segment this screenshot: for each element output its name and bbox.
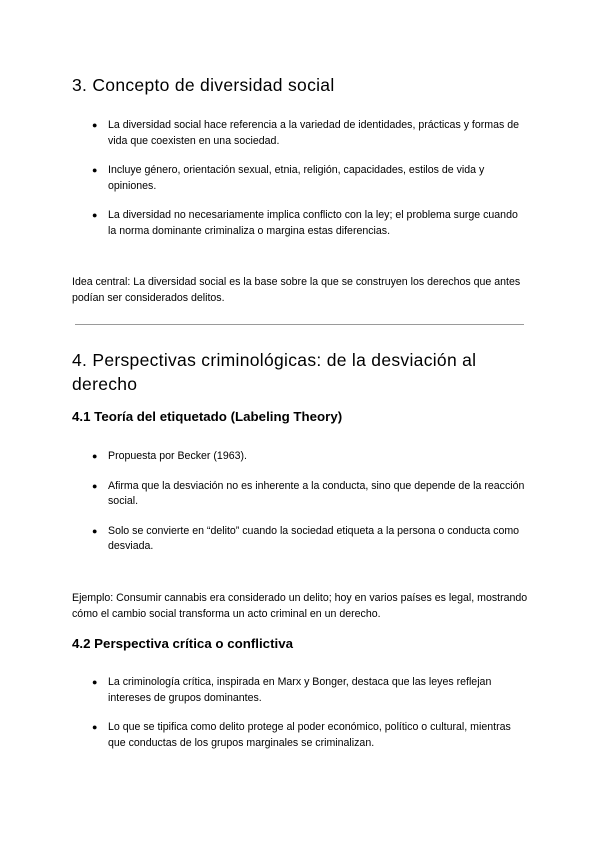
central-idea-paragraph: Idea central: La diversidad social es la base sobre la que se construyen los derechos que antes podían ser considerados delitos. <box>72 276 521 304</box>
horizontal-divider <box>75 324 524 325</box>
bullet-icon: ● <box>92 722 98 732</box>
list-item-text: Solo se convierte en “delito” cuando la sociedad etiqueta a la persona o conducta como desviada. <box>108 524 520 552</box>
list-item-text: Afirma que la desviación no es inherente a la conducta, sino que depende de la reacción social. <box>108 479 525 507</box>
example-paragraph: Ejemplo: Consumir cannabis era considerado un delito; hoy en varios países es legal, mostrando cómo el cambio social transforma un acto criminal en un derecho. <box>72 592 528 620</box>
bullet-icon: ● <box>92 165 98 175</box>
subsection-4-2-heading: 4.2 Perspectiva crítica o conflictiva <box>72 636 293 651</box>
list-item-text: La diversidad no necesariamente implica conflicto con la ley; el problema surge cuando la norma dominante criminaliza o margina estas diferencias. <box>108 209 518 237</box>
bullet-icon: ● <box>92 525 98 536</box>
list-item-text: La diversidad social hace referencia a la variedad de identidades, prácticas y formas de vida que coexisten en una sociedad. <box>108 119 520 147</box>
list-item <box>0 479 528 510</box>
bullet-icon: ● <box>92 480 98 491</box>
list-item-text: Propuesta por Becker (1963). <box>108 450 247 462</box>
bullet-icon: ● <box>92 120 98 130</box>
subsection-4-1-heading: 4.1 Teoría del etiquetado (Labeling Theory) <box>72 409 343 424</box>
subsection-4-1-bullet-list <box>0 449 600 569</box>
list-item <box>0 675 528 706</box>
list-item <box>0 720 528 751</box>
list-item <box>0 163 528 194</box>
bullet-icon: ● <box>92 210 98 220</box>
bullet-icon: ● <box>92 451 98 461</box>
list-item-text: La criminología crítica, inspirada en Marx y Bonger, destaca que las leyes reflejan intereses de grupos dominantes. <box>108 676 492 704</box>
list-item <box>0 449 528 465</box>
section-3-bullet-list <box>0 118 600 253</box>
subsection-4-2-bullet-list <box>0 675 600 765</box>
list-item <box>0 524 528 555</box>
list-item <box>0 208 528 239</box>
section-3-heading: 3. Concepto de diversidad social <box>72 75 335 95</box>
list-item-text: Incluye género, orientación sexual, etnia, religión, capacidades, estilos de vida y opiniones. <box>108 164 485 192</box>
bullet-icon: ● <box>92 677 98 687</box>
section-4-heading: 4. Perspectivas criminológicas: de la desviación al derecho <box>72 350 477 394</box>
list-item <box>0 118 528 149</box>
list-item-text: Lo que se tipifica como delito protege al poder económico, político o cultural, mientras que conductas de los grupos marginales se criminalizan. <box>108 721 511 749</box>
